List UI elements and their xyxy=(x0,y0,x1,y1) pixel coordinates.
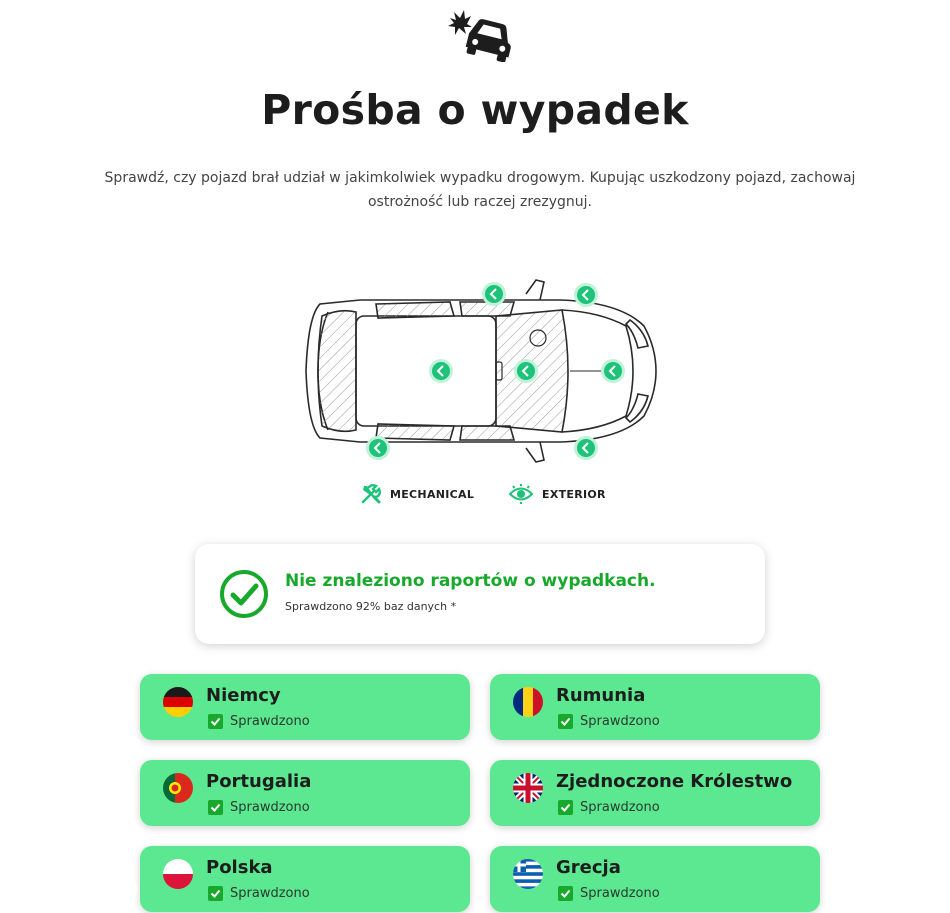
country-name: Zjednoczone Królestwo xyxy=(556,771,793,792)
portugal-flag-icon xyxy=(162,772,194,804)
checked-status xyxy=(208,800,310,815)
car-top-view-diagram xyxy=(300,276,662,466)
checkbox-checked-icon xyxy=(208,714,223,729)
checked-status xyxy=(208,886,310,901)
result-subtitle: Sprawdzono 92% baz danych * xyxy=(285,600,457,613)
legend-exterior-label: EXTERIOR xyxy=(542,487,606,501)
checked-label: Sprawdzono xyxy=(580,714,660,729)
legend-mechanical xyxy=(360,482,474,506)
checked-label: Sprawdzono xyxy=(580,800,660,815)
checked-label: Sprawdzono xyxy=(580,886,660,901)
country-name: Rumunia xyxy=(556,685,646,706)
wrench-screwdriver-icon xyxy=(360,483,382,505)
poland-flag-icon xyxy=(162,858,194,890)
checked-status xyxy=(558,800,660,815)
page-subtitle xyxy=(70,166,890,214)
checked-label: Sprawdzono xyxy=(230,800,310,815)
checked-label: Sprawdzono xyxy=(230,886,310,901)
checked-status xyxy=(558,714,660,729)
subtitle-line-1: Sprawdź, czy pojazd brał udział w jakimkolwiek wypadku drogowym. Kupując uszkodzony pojazd, zachowaj xyxy=(104,170,856,186)
country-card-grecja xyxy=(490,846,820,912)
result-title: Nie znaleziono raportów o wypadkach. xyxy=(285,571,656,591)
country-name: Polska xyxy=(206,857,273,878)
checked-label: Sprawdzono xyxy=(230,714,310,729)
checked-status xyxy=(558,886,660,901)
romania-flag-icon xyxy=(512,686,544,718)
country-name: Portugalia xyxy=(206,771,312,792)
legend-mechanical-label: MECHANICAL xyxy=(390,487,475,501)
watermark: OTOMOTO xyxy=(6,878,140,903)
check-circle-icon xyxy=(219,569,269,619)
country-card-rumunia xyxy=(490,674,820,740)
country-name: Grecja xyxy=(556,857,621,878)
checked-status xyxy=(208,714,310,729)
checkbox-checked-icon xyxy=(558,714,573,729)
uk-flag-icon xyxy=(512,772,544,804)
eye-icon xyxy=(508,483,534,505)
car-crash-icon xyxy=(446,8,514,62)
country-card-zjednoczone-krolestwo xyxy=(490,760,820,826)
greece-flag-icon xyxy=(512,858,544,890)
checkbox-checked-icon xyxy=(558,886,573,901)
country-name: Niemcy xyxy=(206,685,281,706)
country-card-niemcy xyxy=(140,674,470,740)
checkbox-checked-icon xyxy=(558,800,573,815)
checkbox-checked-icon xyxy=(208,886,223,901)
legend-exterior xyxy=(508,482,606,506)
result-card xyxy=(195,544,765,644)
germany-flag-icon xyxy=(162,686,194,718)
country-card-portugalia xyxy=(140,760,470,826)
page-title: Prośba o wypadek xyxy=(261,86,689,134)
country-card-polska xyxy=(140,846,470,912)
checkbox-checked-icon xyxy=(208,800,223,815)
subtitle-line-2: ostrożność lub raczej zrezygnuj. xyxy=(367,194,593,210)
